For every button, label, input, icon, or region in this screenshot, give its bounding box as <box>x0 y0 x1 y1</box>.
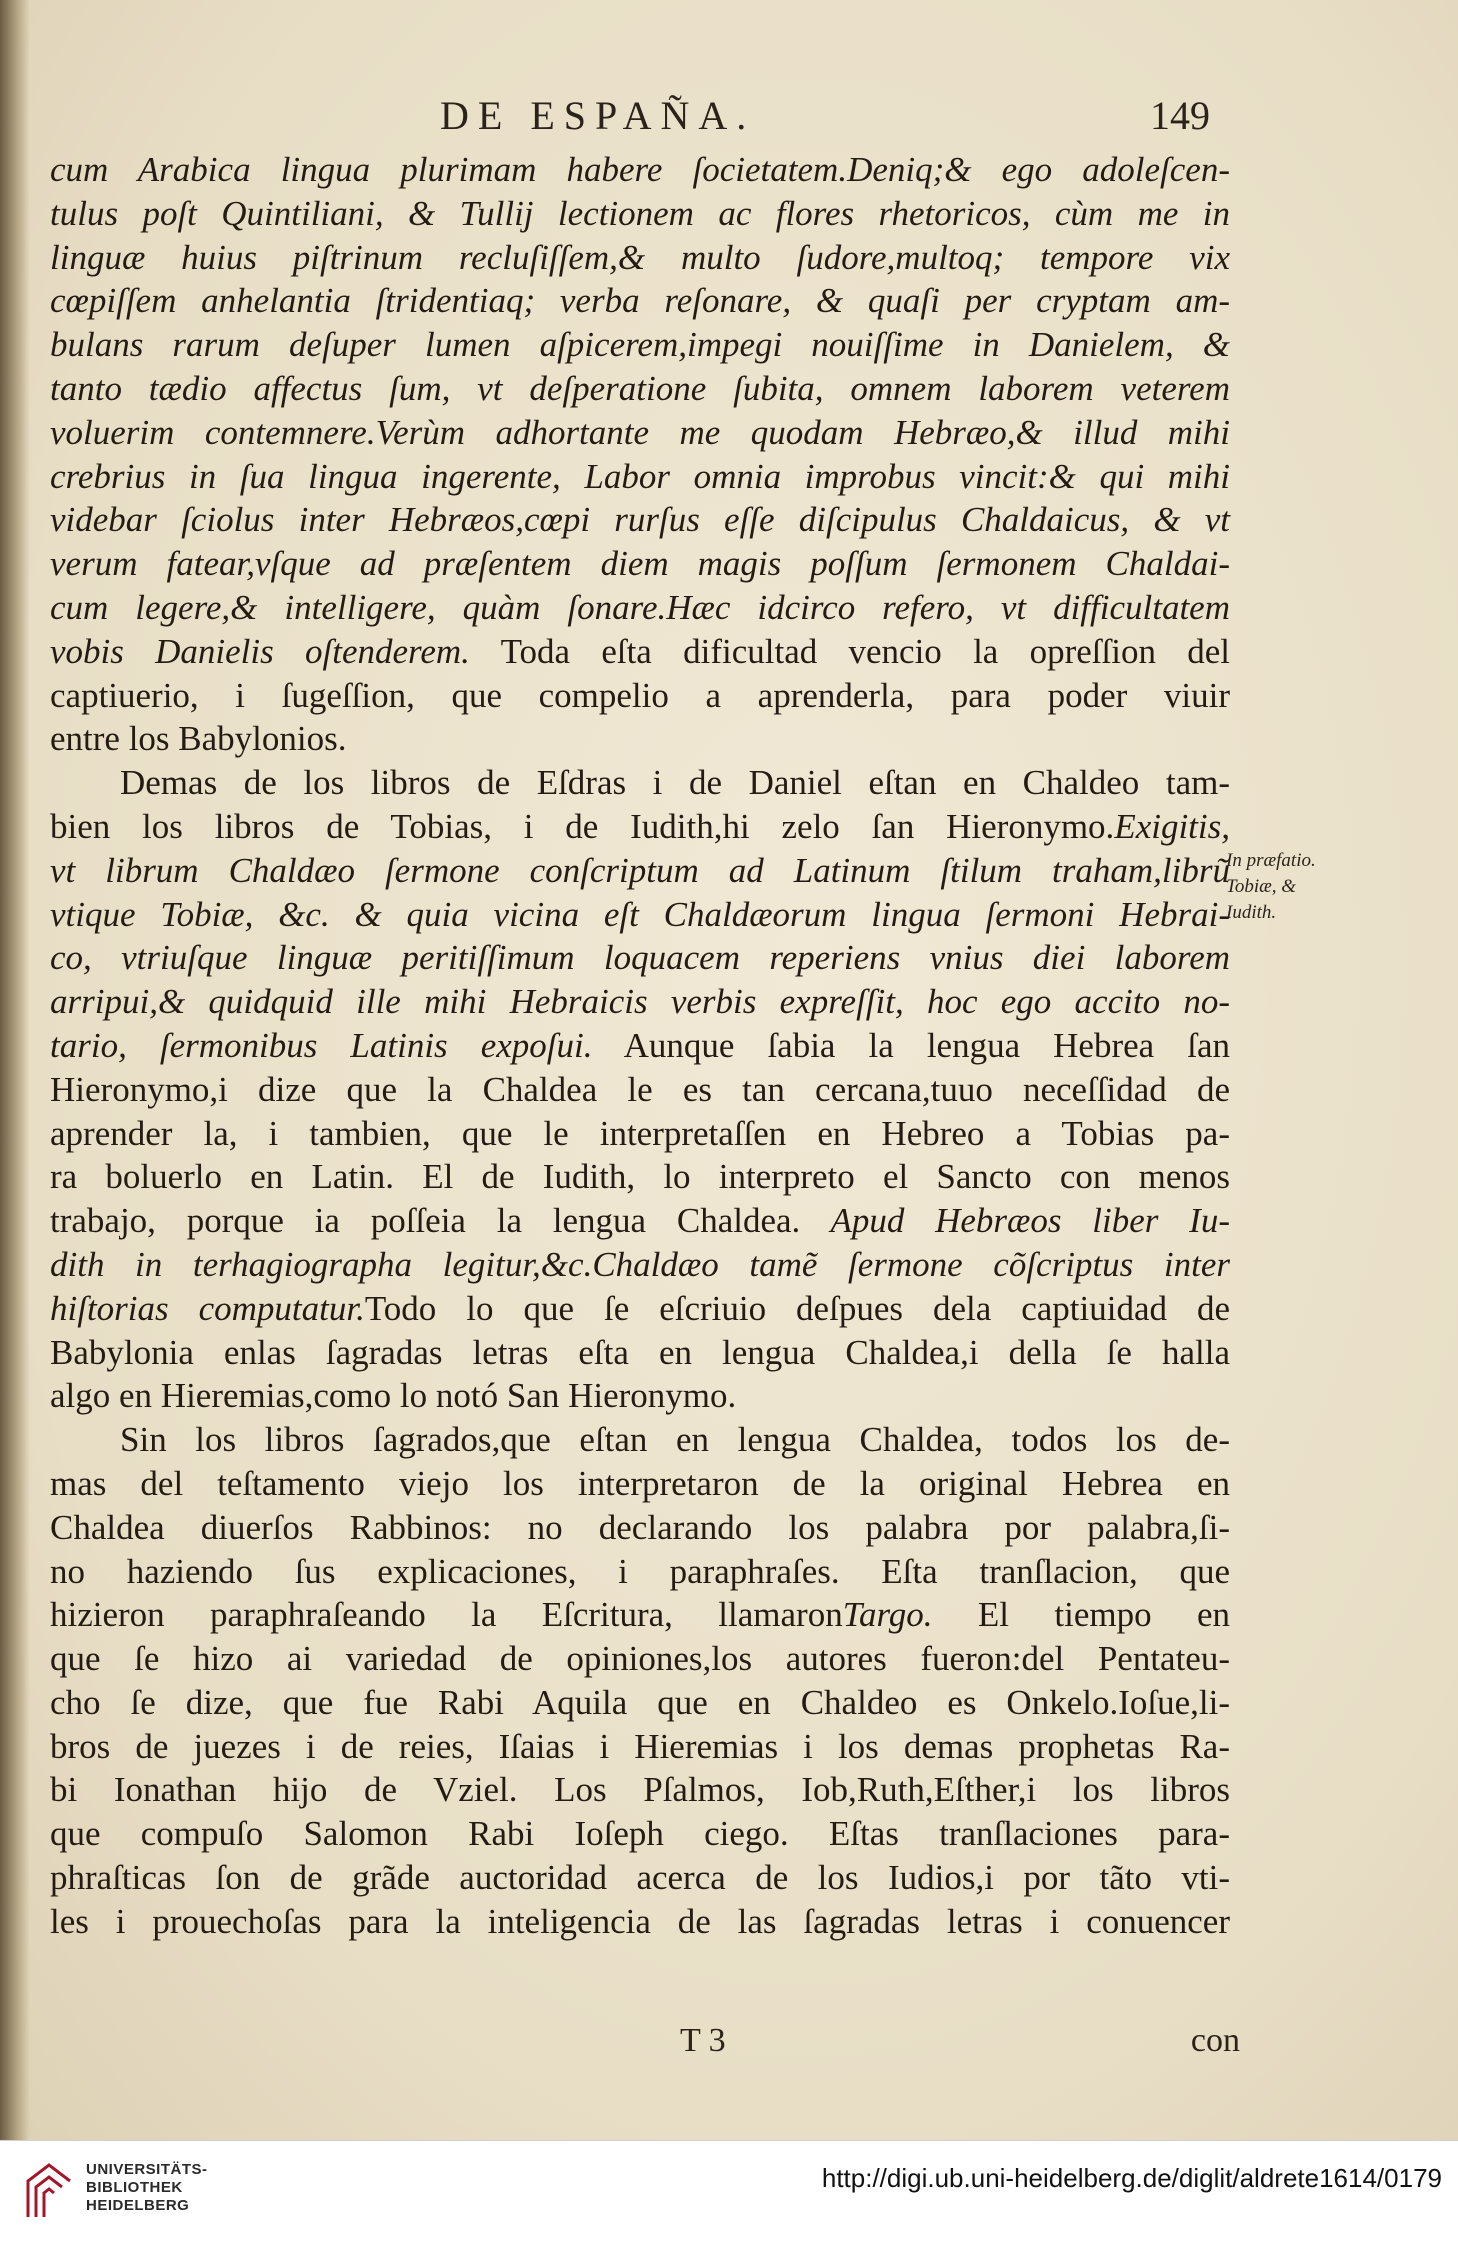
margin-note <box>1226 848 1346 926</box>
text-line: cho ſe dize, que fue Rabi Aquila que en Chaldeo es Onkelo.Ioſue,li- <box>50 1682 1230 1722</box>
text-line: verum fatear,vſque ad præſentem diem magis poſſum ſermonem Chaldai- <box>50 544 1230 584</box>
text-line: Sin los libros ſagrados,que eſtan en lengua Chaldea, todos los de- <box>120 1420 1230 1460</box>
text-line: que ſe hizo ai variedad de opiniones,los autores fueron:del Pentateu- <box>50 1639 1230 1679</box>
catchword: con <box>1190 2022 1240 2059</box>
university-library-logo-icon <box>22 2159 76 2223</box>
running-title: DE ESPAÑA. <box>440 93 756 138</box>
text-line: no haziendo ſus explicaciones, i paraphraſes. Eſta tranſlacion, que <box>50 1551 1230 1591</box>
page-foot <box>680 2022 1240 2062</box>
text-line: bi Ionathan hijo de Vziel. Los Pſalmos, Iob,Ruth,Eſther,i los libros <box>50 1770 1230 1810</box>
text-line: tanto tædio affectus ſum, vt deſperatione ſubita, omnem laborem veterem <box>50 368 1230 408</box>
text-line: captiuerio, i ſugeſſion, que compelio a aprenderla, para poder viuir <box>50 675 1230 715</box>
margin-note-line: Tobiæ, & <box>1226 876 1297 897</box>
text-line: Demas de los libros de Eſdras i de Daniel eſtan en Chaldeo tam- <box>120 763 1230 803</box>
text-line: hizieron paraphraſeando la Eſcritura, llamaronTargo. El tiempo en <box>50 1595 1230 1635</box>
page-gutter-shadow <box>0 0 30 2140</box>
text-line: phraſticas ſon de grãde auctoridad acerca de los Iudios,i por tãto vti- <box>50 1858 1230 1898</box>
text-line: les i prouechoſas para la inteligencia de las ſagradas letras i conuencer <box>50 1901 1230 1941</box>
text-line: vtique Tobiæ, &c. & quia vicina eſt Chaldæorum lingua ſermoni Hebrai- <box>50 894 1230 934</box>
text-line: linguæ huius piſtrinum recluſiſſem,& multo ſudore,multoq; tempore vix <box>50 237 1230 277</box>
text-line: algo en Hieremias,como lo notó San Hieronymo. <box>50 1376 737 1416</box>
library-name: UNIVERSITÄTS- BIBLIOTHEK HEIDELBERG <box>86 2161 208 2214</box>
text-line: cœpiſſem anhelantia ſtridentiaq; verba reſonare, & quaſi per cryptam am- <box>50 281 1230 321</box>
text-line: trabajo, porque ia poſſeia la lengua Chaldea. Apud Hebræos liber Iu- <box>50 1201 1230 1241</box>
viewer-footer <box>0 2140 1458 2243</box>
text-line: arripui,& quidquid ille mihi Hebraicis verbis expreſſit, hoc ego accito no- <box>50 982 1230 1022</box>
text-line: que compuſo Salomon Rabi Ioſeph ciego. Eſtas tranſlaciones para- <box>50 1814 1230 1854</box>
text-line: tulus poſt Quintiliani, & Tullij lectionem ac flores rhetoricos, cùm me in <box>50 193 1230 233</box>
body-text <box>50 148 1230 1944</box>
margin-note-line: In præfatio. <box>1226 850 1316 871</box>
text-line: bros de juezes i de reies, Iſaias i Hieremias i los demas prophetas Ra- <box>50 1726 1230 1766</box>
text-line: Chaldea diuerſos Rabbinos: no declarando los palabra por palabra,ſi- <box>50 1507 1230 1547</box>
margin-note-line: Iudith. <box>1226 902 1277 923</box>
text-line: voluerim contemnere.Verùm adhortante me quodam Hebræo,& illud mihi <box>50 412 1230 452</box>
text-line: aprender la, i tambien, que le interpretaſſen en Hebreo a Tobias pa- <box>50 1113 1230 1153</box>
text-line: co, vtriuſque linguæ peritiſſimum loquacem reperiens vnius diei laborem <box>50 938 1230 978</box>
text-line: ra boluerlo en Latin. El de Iudith, lo interpreto el Sancto con menos <box>50 1157 1230 1197</box>
text-line: Babylonia enlas ſagradas letras eſta en lengua Chaldea,i della ſe halla <box>50 1332 1230 1372</box>
text-line: cum legere,& intelligere, quàm ſonare.Hæc idcirco refero, vt difficultatem <box>50 587 1230 627</box>
text-line: vobis Danielis oſtenderem. Toda eſta dificultad vencio la opreſſion del <box>50 631 1230 671</box>
permalink-url[interactable]: http://digi.ub.uni-heidelberg.de/diglit/aldrete1614/0179 <box>821 2163 1442 2193</box>
text-line: bulans rarum deſuper lumen aſpicerem,impegi nouiſſime in Danielem, & <box>50 325 1230 365</box>
text-line: mas del teſtamento viejo los interpretaron de la original Hebrea en <box>50 1463 1230 1503</box>
text-line: crebrius in ſua lingua ingerente, Labor omnia improbus vincit:& qui mihi <box>50 456 1230 496</box>
text-line: vt librum Chaldæo ſermone conſcriptum ad Latinum ſtilum traham,librũ <box>50 850 1230 890</box>
text-line: tario, ſermonibus Latinis expoſui. Aunque ſabia la lengua Hebrea ſan <box>50 1025 1230 1065</box>
text-line: hiſtorias computatur.Todo lo que ſe eſcriuio deſpues dela captiuidad de <box>50 1288 1230 1328</box>
text-line: Hieronymo,i dize que la Chaldea le es tan cercana,tuuo neceſſidad de <box>50 1069 1230 1109</box>
signature-mark: T 3 <box>680 2022 726 2059</box>
text-line: bien los libros de Tobias, i de Iudith,hi zelo ſan Hieronymo.Exigitis, <box>50 806 1230 846</box>
page-number: 149 <box>1150 93 1210 138</box>
page-header <box>440 92 1210 142</box>
text-line: entre los Babylonios. <box>50 719 347 759</box>
text-line: videbar ſciolus inter Hebræos,cœpi rurſus eſſe diſcipulus Chaldaicus, & vt <box>50 500 1230 540</box>
text-line: dith in terhagiographa legitur,&c.Chaldæo tamẽ ſermone cõſcriptus inter <box>50 1244 1230 1284</box>
text-line: cum Arabica lingua plurimam habere ſocietatem.Deniq;& ego adoleſcen- <box>50 150 1230 189</box>
